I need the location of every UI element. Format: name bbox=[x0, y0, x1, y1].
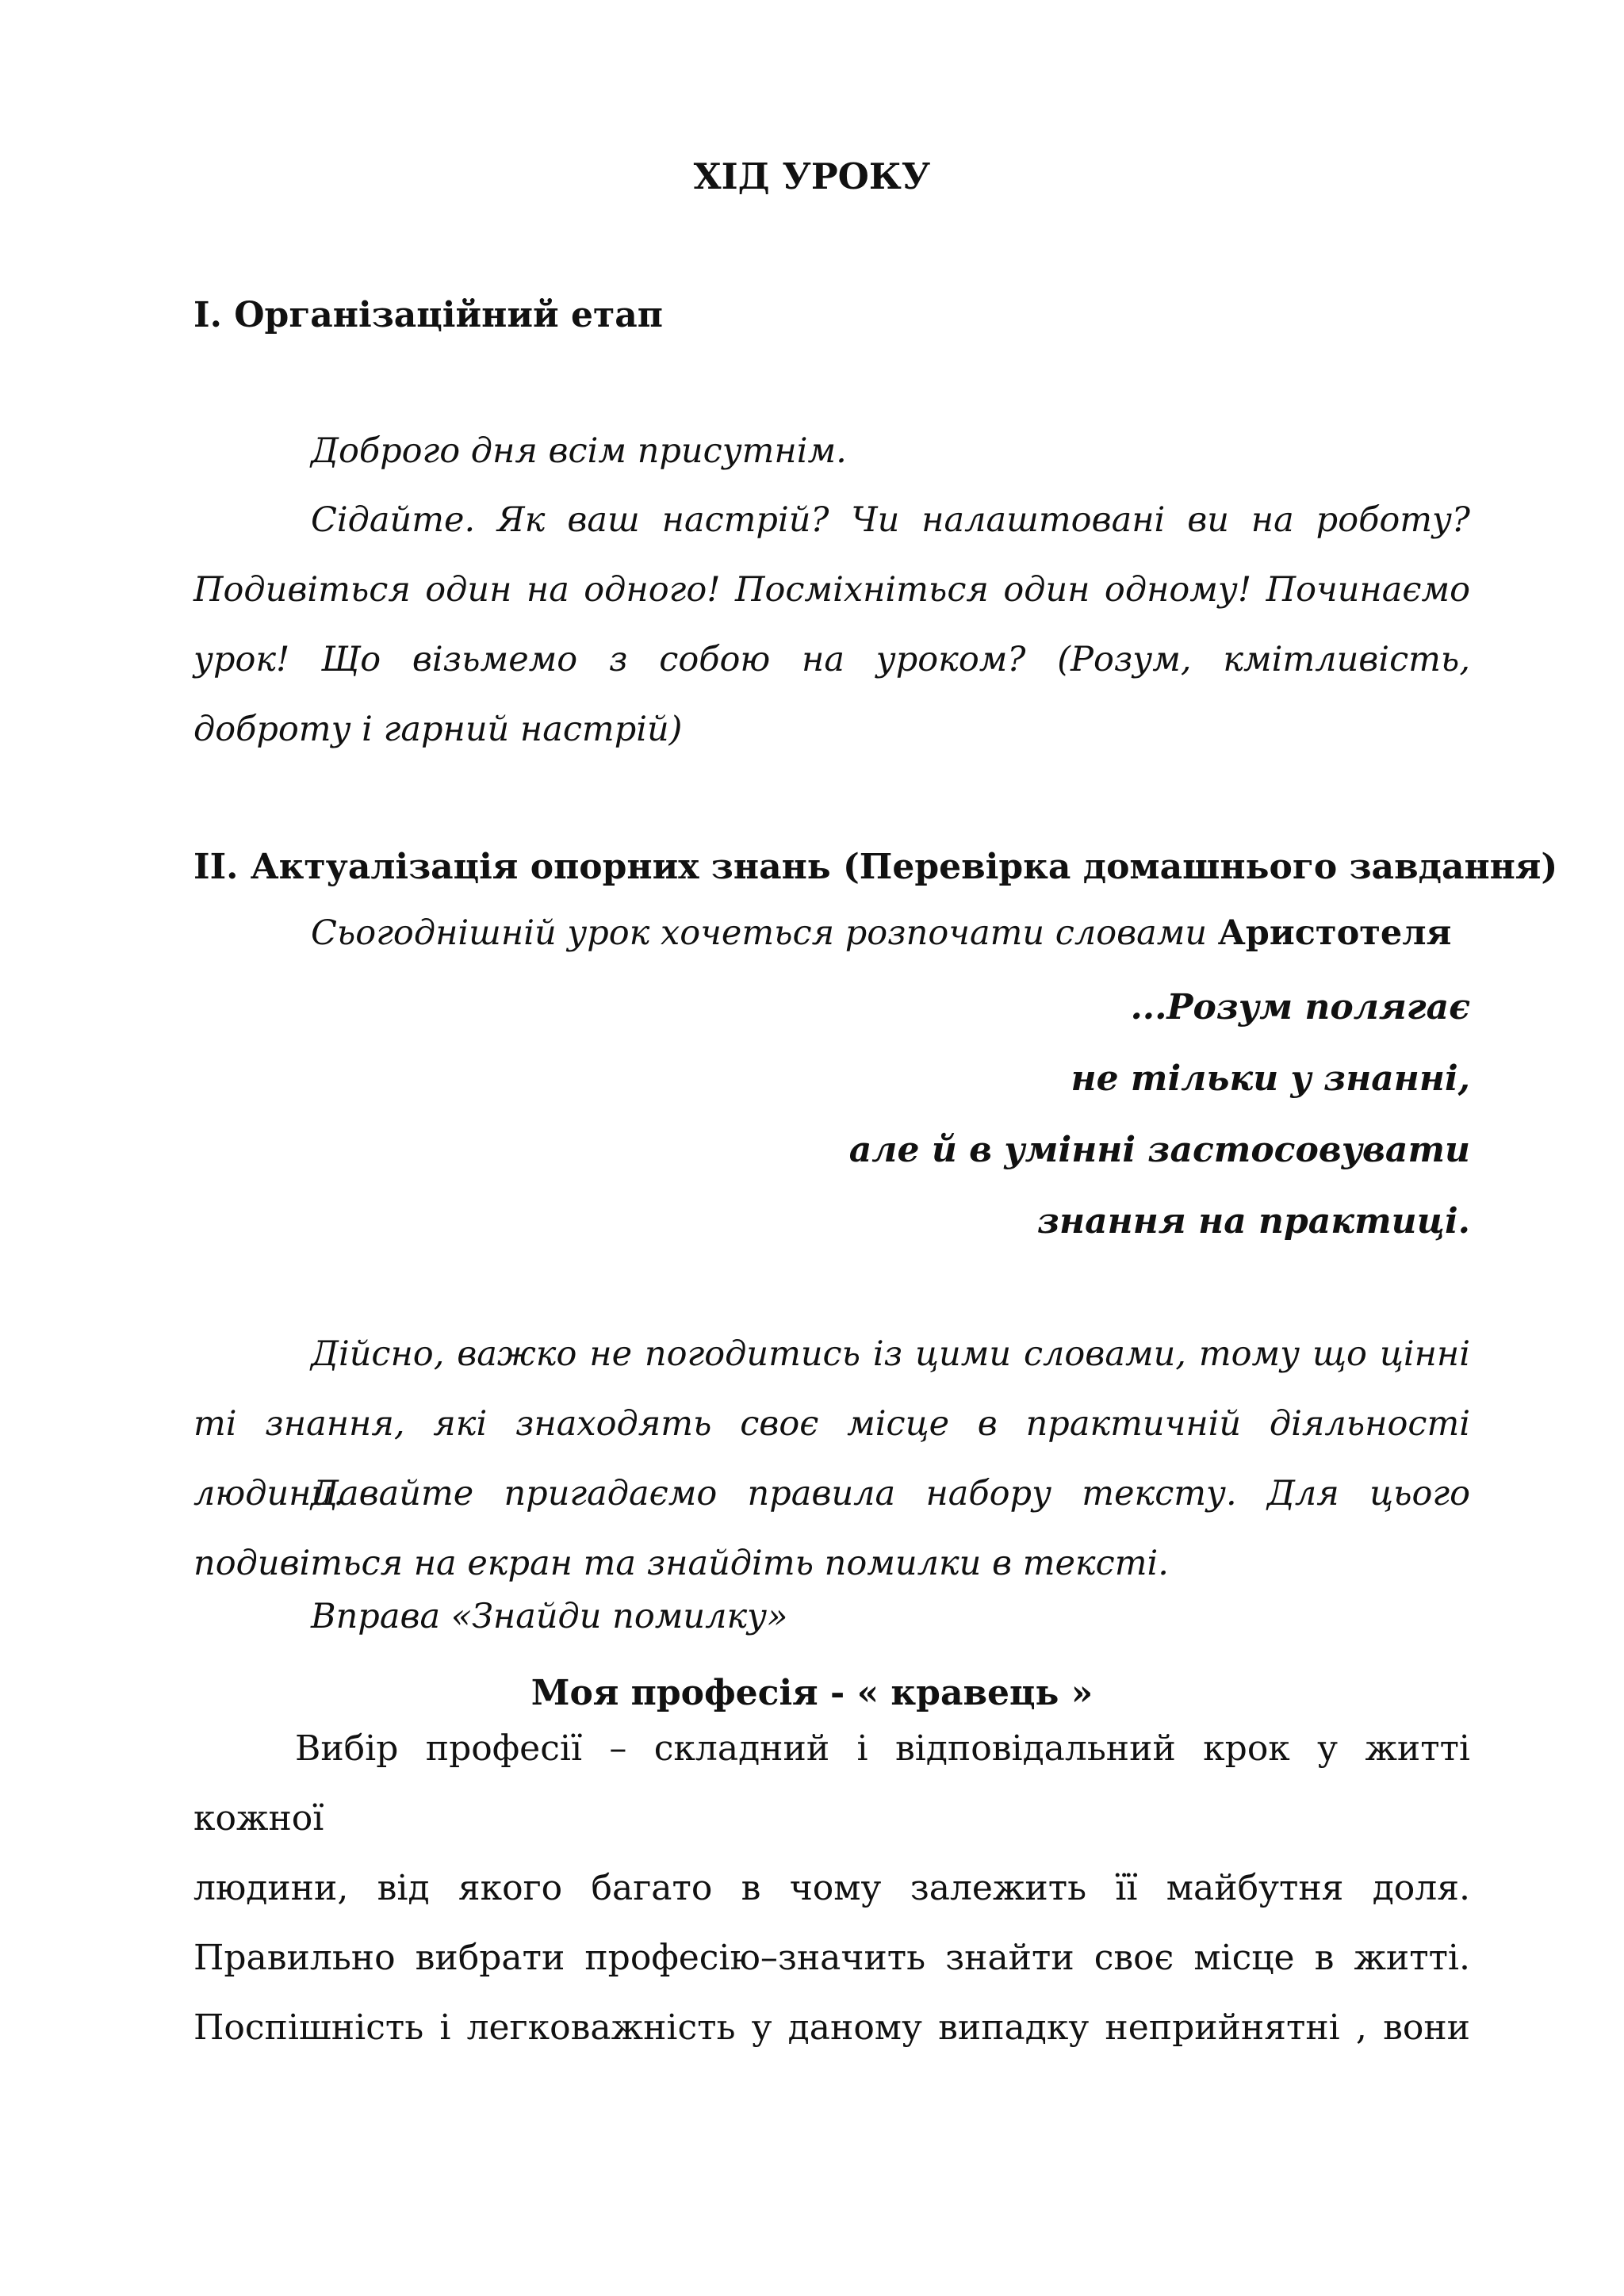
quote-line: але й в умінні застосовувати bbox=[848, 1130, 1470, 1170]
exercise-line: Правильно вибрати професію–значить знайти своє місце в житті. bbox=[193, 1938, 1470, 1978]
exercise-line: Поспішність і легковажність у даному випадку неприйнятні , вони bbox=[193, 2007, 1470, 2048]
exercise-label: Вправа «Знайди помилку» bbox=[311, 1597, 788, 1636]
section-2-paragraph-1-text: Дійсно, важко не погодитись із цими словами, тому що цінні ті знання, які знаходять своє місце в практичній діяльності людини. bbox=[193, 1334, 1470, 1513]
section-2-heading: II. Актуалізація опорних знань (Перевірка домашнього завдання) bbox=[193, 847, 1558, 887]
aristotle-quote bbox=[849, 972, 1470, 1257]
section-1-paragraph-text: Сідайте. Як ваш настрій? Чи налаштовані ви на роботу? Подивіться один на одного! Посміхніться один одному! Починаємо урок! Що візьмемо з собою на уроком? (Розум, кмітливість, доброту і гарний настрій) bbox=[193, 500, 1470, 749]
quote-line: не тільки у знанні, bbox=[1071, 1058, 1470, 1099]
section-1-heading: I. Організаційний етап bbox=[193, 295, 663, 335]
exercise-line: людини, від якого багато в чому залежить її майбутня доля. bbox=[193, 1868, 1470, 1908]
page-title: ХІД УРОКУ bbox=[693, 155, 931, 197]
aristotle-intro bbox=[311, 913, 1451, 953]
exercise-line bbox=[193, 1714, 1470, 1854]
greeting-text: Доброго дня всім присутнім. bbox=[311, 431, 847, 471]
exercise-line-text: Вибір професії – складний і відповідальний крок у житті кожної bbox=[193, 1728, 1470, 1839]
aristotle-intro-text: Сьогоднішній урок хочеться розпочати словами bbox=[311, 913, 1218, 953]
exercise-heading: Моя професія - « кравець » bbox=[530, 1673, 1094, 1713]
section-2-paragraph-2-text: Давайте пригадаємо правила набору тексту. Для цього подивіться на екран та знайдіть помилки в тексті. bbox=[193, 1474, 1470, 1583]
quote-line: ...Розум полягає bbox=[1130, 987, 1470, 1027]
aristotle-name: Аристотеля bbox=[1217, 913, 1452, 953]
quote-line: знання на практиці. bbox=[1036, 1201, 1470, 1242]
section-2-paragraph-2 bbox=[193, 1459, 1470, 1598]
section-1-paragraph bbox=[193, 485, 1470, 764]
exercise-text bbox=[193, 1714, 1470, 2063]
